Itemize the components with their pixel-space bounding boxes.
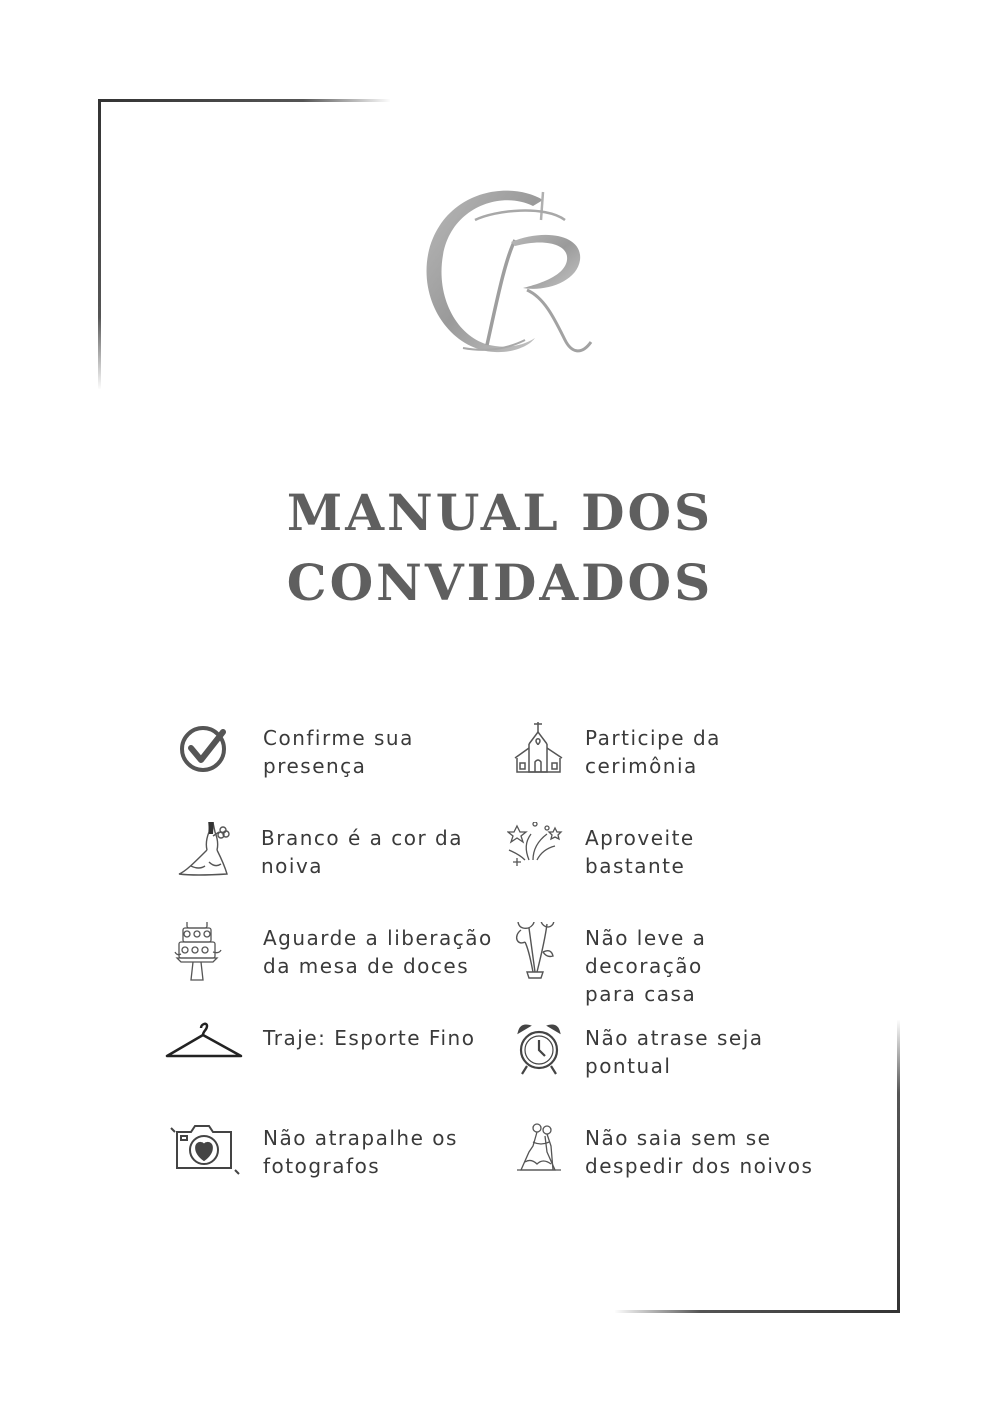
rule-text-line-1: Participe da xyxy=(585,726,721,750)
rule-item xyxy=(165,822,495,902)
rule-text-line-2: fotografos xyxy=(263,1154,381,1178)
frame-corner-bottom xyxy=(615,1310,900,1313)
flowers-icon xyxy=(507,922,587,1002)
rule-text xyxy=(263,924,503,980)
fireworks-icon xyxy=(507,822,587,902)
rule-text-line-1: Traje: Esporte Fino xyxy=(263,1026,476,1050)
rule-text-line-2: presença xyxy=(263,754,367,778)
couple-icon xyxy=(507,1122,587,1202)
frame-corner-top xyxy=(98,99,390,102)
rule-item xyxy=(165,1022,495,1102)
rule-text xyxy=(585,824,825,880)
rule-text xyxy=(585,1124,825,1180)
rule-item xyxy=(165,922,495,1002)
camera-heart-icon xyxy=(165,1122,245,1202)
rule-text-line-1: Aguarde a liberação xyxy=(263,926,493,950)
rule-text xyxy=(263,1124,503,1180)
bride-icon xyxy=(165,822,245,902)
rule-item xyxy=(165,1122,495,1202)
rule-text-line-2: para casa xyxy=(585,982,697,1006)
page-title xyxy=(200,478,800,618)
rule-text-line-1: Branco é a cor da xyxy=(261,826,464,850)
rule-text-line-2: cerimônia xyxy=(585,754,698,778)
frame-corner-left xyxy=(98,99,101,389)
rule-text-line-2: da mesa de doces xyxy=(263,954,470,978)
alarm-clock-icon xyxy=(507,1022,587,1102)
rule-text-line-2: despedir dos noivos xyxy=(585,1154,814,1178)
rule-text-line-1: Não saia sem se xyxy=(585,1126,772,1150)
rule-text-line-2: pontual xyxy=(585,1054,672,1078)
rule-item xyxy=(507,922,837,1006)
rule-text-line-1: Não atrapalhe os xyxy=(263,1126,458,1150)
rule-text-line-1: Confirme sua xyxy=(263,726,414,750)
rule-text xyxy=(261,824,501,880)
checkmark-circle-icon xyxy=(165,722,245,802)
rule-item xyxy=(507,1022,837,1102)
rule-text-line-2: bastante xyxy=(585,854,686,878)
hanger-icon xyxy=(165,1022,245,1102)
rule-text-line-1: Não atrase seja xyxy=(585,1026,764,1050)
rule-text-line-1: Aproveite xyxy=(585,826,695,850)
rule-text xyxy=(585,724,825,780)
frame-corner-right xyxy=(897,1020,900,1313)
monogram-logo xyxy=(415,180,600,365)
wedding-cake-icon xyxy=(165,922,245,1002)
title-line-1: MANUAL DOS xyxy=(286,483,714,542)
rule-item xyxy=(165,722,495,802)
chapel-icon xyxy=(507,722,587,802)
rule-text xyxy=(585,1024,825,1080)
rule-item xyxy=(507,722,837,802)
rule-text-line-1: Não leve a decoração xyxy=(585,926,707,978)
rule-item xyxy=(507,822,837,902)
rule-text xyxy=(585,924,825,1008)
rule-text xyxy=(263,1024,503,1052)
rule-text-line-2: noiva xyxy=(261,854,324,878)
rule-item xyxy=(507,1122,837,1202)
title-line-2: CONVIDADOS xyxy=(286,553,714,612)
rule-text xyxy=(263,724,503,780)
